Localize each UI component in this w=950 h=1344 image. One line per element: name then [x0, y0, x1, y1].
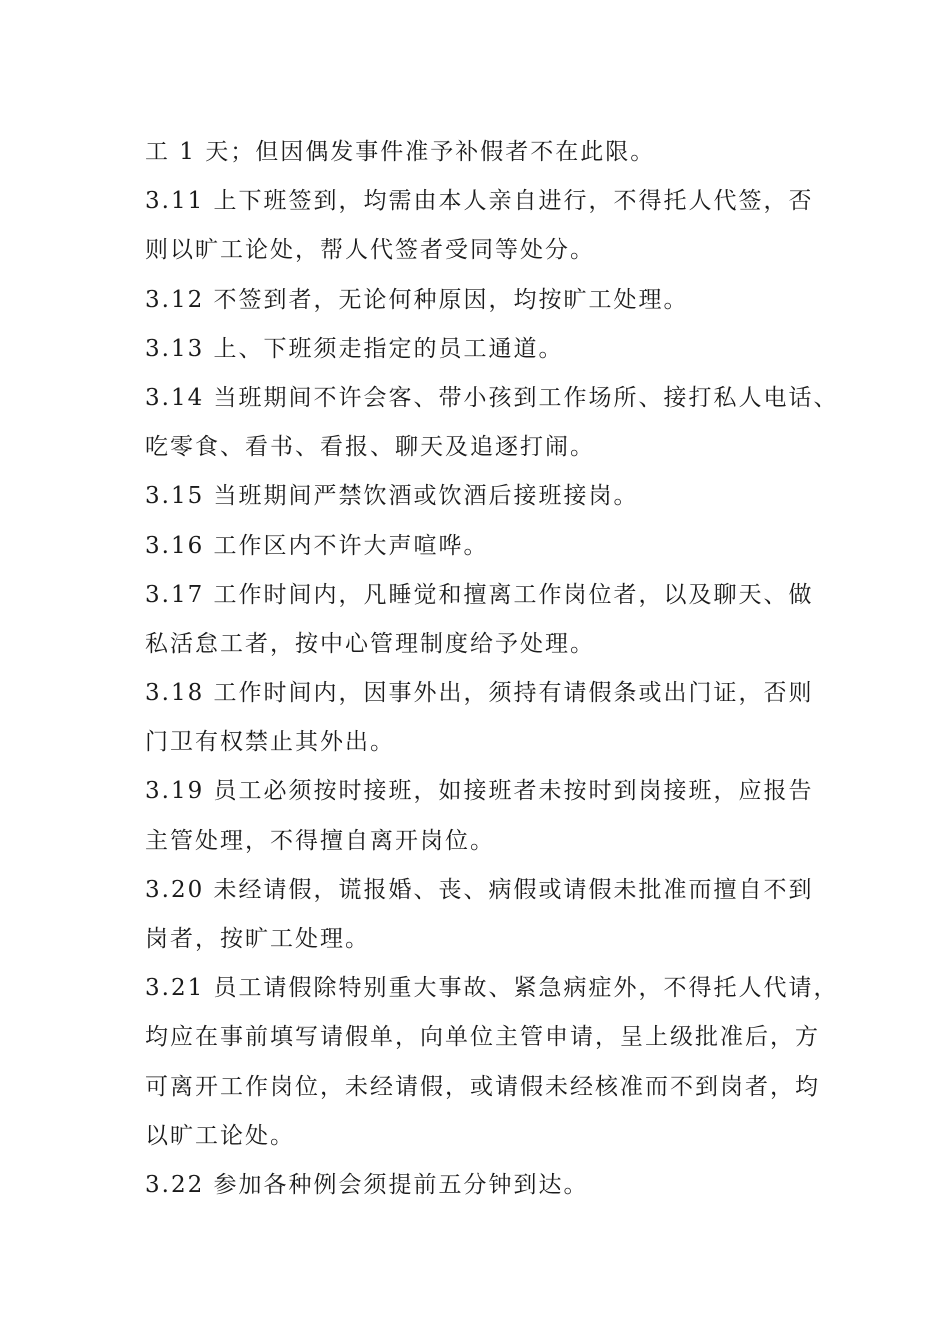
text-line: 则以旷工论处，帮人代签者受同等处分。: [145, 237, 595, 264]
text-line: 可离开工作岗位，未经请假，或请假未经核准而不到岗者，均: [145, 1073, 820, 1100]
text-line: 3.11 上下班签到，均需由本人亲自进行，不得托人代签，否: [145, 188, 814, 215]
text-line: 以旷工论处。: [145, 1122, 295, 1149]
text-line: 均应在事前填写请假单，向单位主管申请，呈上级批准后，方: [145, 1024, 820, 1051]
text-line: 岗者，按旷工处理。: [145, 926, 370, 952]
text-line: 3.16 工作区内不许大声喧哗。: [145, 532, 489, 559]
document-body: [145, 128, 839, 1210]
text-line: 3.21 员工请假除特别重大事故、紧急病症外，不得托人代请，: [145, 975, 839, 1002]
text-line: 3.15 当班期间严禁饮酒或饮酒后接班接岗。: [145, 483, 639, 510]
text-line: 主管处理，不得擅自离开岗位。: [145, 827, 495, 854]
text-line: 私活怠工者，按中心管理制度给予处理。: [145, 630, 595, 657]
text-line: 3.17 工作时间内，凡睡觉和擅离工作岗位者，以及聊天、做: [145, 581, 814, 608]
text-line: 3.19 员工必须按时接班，如接班者未按时到岗接班，应报告: [145, 778, 814, 805]
text-line: 门卫有权禁止其外出。: [145, 729, 395, 756]
text-line: 吃零食、看书、看报、聊天及追逐打闹。: [145, 434, 595, 461]
text-line: 3.14 当班期间不许会客、带小孩到工作场所、接打私人电话、: [145, 384, 839, 411]
text-line: 3.20 未经请假，谎报婚、丧、病假或请假未批准而擅自不到: [145, 876, 814, 903]
text-line: 3.22 参加各种例会须提前五分钟到达。: [145, 1171, 589, 1198]
text-line: 工 1 天；但因偶发事件准予补假者不在此限。: [145, 139, 656, 165]
text-line: 3.13 上、下班须走指定的员工通道。: [145, 335, 564, 362]
text-line: 3.12 不签到者，无论何种原因，均按旷工处理。: [145, 286, 689, 313]
text-line: 3.18 工作时间内，因事外出，须持有请假条或出门证，否则: [145, 680, 814, 707]
